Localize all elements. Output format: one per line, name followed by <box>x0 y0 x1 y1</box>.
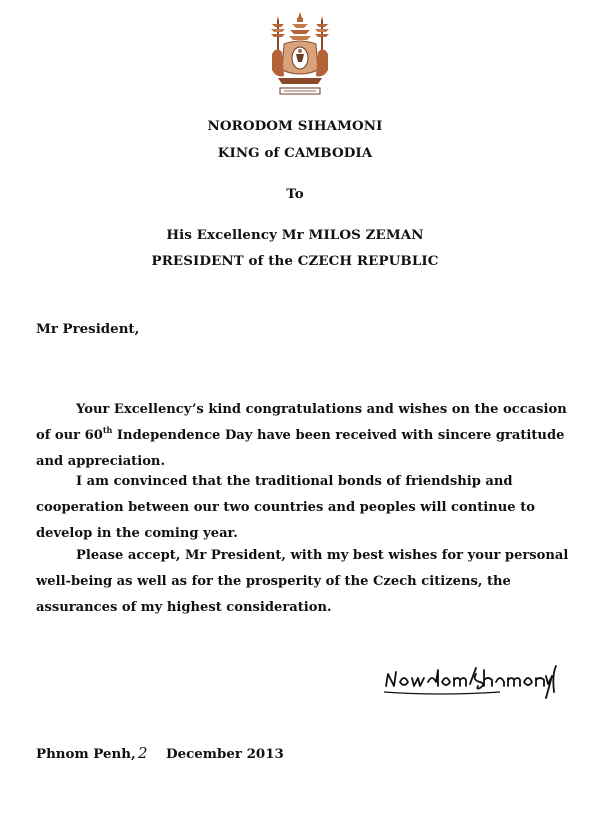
royal-coat-of-arms-emblem <box>266 10 334 98</box>
ordinal-suffix: th <box>102 425 113 435</box>
salutation: Mr President, <box>36 321 140 337</box>
day-handwritten: 2 <box>138 744 148 762</box>
month-year: December 2013 <box>166 746 284 762</box>
paragraph-friendship <box>36 469 574 547</box>
recipient-name: His Excellency Mr MILOS ZEMAN <box>166 227 424 243</box>
handwritten-signature <box>380 652 560 702</box>
recipient-title: PRESIDENT of the CZECH REPUBLIC <box>151 253 439 269</box>
to-label: To <box>286 186 304 202</box>
paragraph-closing-text: Please accept, Mr President, with my best wishes for your personal well-being as well as for the prosperity of the Czech citizens, the assurances of my highest consideration. <box>36 548 569 615</box>
paragraph-congratulations-text-1: Your Excellency’s kind congratulations and wishes on the occasion of our 60 <box>36 402 567 443</box>
paragraph-closing <box>36 543 574 621</box>
sender-name: NORODOM SIHAMONI <box>207 118 383 134</box>
sender-title: KING of CAMBODIA <box>217 145 373 161</box>
paragraph-congratulations-text-2: Independence Day have been received with sincere gratitude and appreciation. <box>36 428 565 469</box>
place: Phnom Penh, <box>36 746 136 762</box>
paragraph-friendship-text: I am convinced that the traditional bonds of friendship and cooperation between our two countries and peoples will continue to develop in the coming year. <box>36 474 535 541</box>
paragraph-congratulations <box>36 397 574 475</box>
